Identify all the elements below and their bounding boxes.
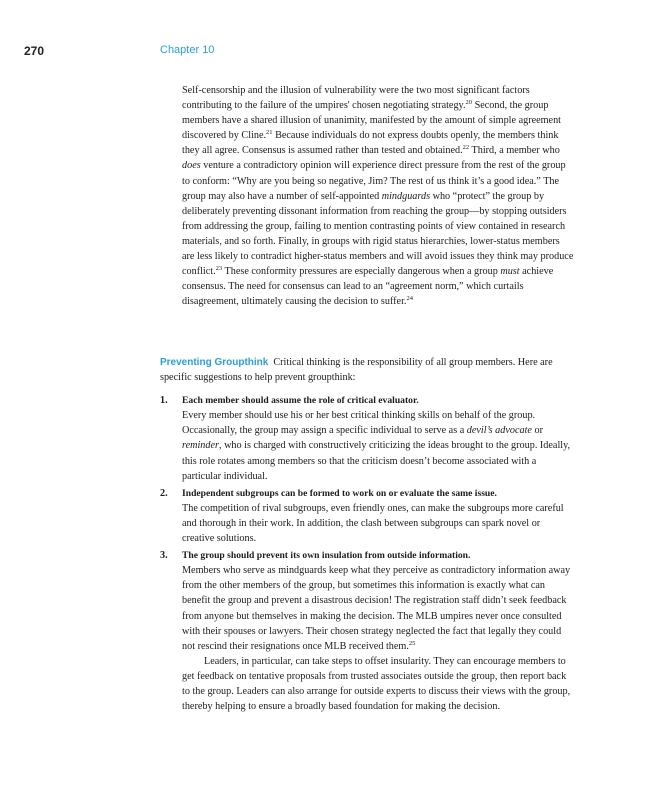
item-number: 3. [160,550,168,562]
item-text: Every member should use his or her best critical thinking skills on behalf of the group. Occasionally, the group may assign a specific individual to serve as a [182,410,536,437]
footnote-ref: 20 [465,99,473,107]
item-title: Each member should assume the role of critical evaluator. [182,395,419,407]
item-title: Independent subgroups can be formed to work on or evaluate the same issue. [182,487,497,499]
item-number: 2. [160,487,168,499]
list-item [160,486,574,546]
page-header [0,44,645,60]
section-lead: Critical thinking is the responsibility of all group members. Here are specific suggestions to help prevent groupthink: [160,357,553,384]
list-item [160,548,574,714]
footnote-ref: 22 [462,144,470,152]
emphasis: must [500,266,520,278]
intro-sentence: venture a contradictory opinion will experience direct pressure from the rest of the group to conform: “Why are you being so negative, Jim? The rest of us think it’s a good idea.” The group may also have a number of self-appointed [182,160,566,202]
footnote-ref: 24 [406,295,413,303]
item-text: The competition of rival subgroups, even friendly ones, can make the subgroups more careful and thorough in their work. In addition, the clash between subgroups can spark novel or creative solutions. [182,502,564,545]
intro-sentence: These conformity pressures are especially dangerous when a group [222,266,501,278]
item-text: Members who serve as mindguards keep what they perceive as contradictory information away from the other members of the group, but sometimes this information is exactly what can benefit the group and prevent a disastrous decision! The registration staff didn’t seek feedback from anyone but themselves in making the decision. The MLB umpires never once consulted with their spouses or lawyers. Their chosen strategy neglected the fact that legally they could not rescind their resignations once MLB received them. [182,565,571,652]
item-title: The group should prevent its own insulation from outside information. [182,550,471,562]
intro-sentence: Self-censorship and the illusion of vulnerability were the two most significant factors contributing to the failure of the umpires' chosen negotiating strategy. [182,85,530,112]
page-number: 270 [24,44,45,58]
emphasis: devil’s advocate [466,425,532,437]
footnote-ref: 23 [215,265,223,273]
preventing-groupthink-section [160,355,574,716]
intro-sentence: Second, the group members have a shared illusion of unanimity, manifested by the amount of simple agreement discovered by Cline. [182,100,562,142]
list-item [160,393,574,484]
emphasis: does [182,160,201,172]
intro-sentence: who “protect” the group by deliberately preventing dissonant information from reaching the group—by stopping outsiders from addressing the group, failing to mention contrasting points of view contained in research materials, and so forth. Finally, in groups with rigid status hierarchies, lower-status members are less likely to contradict higher-status members and will avoid issues they think may produce conflict. [182,190,574,278]
item-number: 1. [160,395,168,407]
emphasis: reminder [182,440,219,452]
emphasis: mindguards [381,190,431,202]
item-text: or [531,425,544,437]
intro-sentence: Third, a member who [469,145,560,157]
footnote-ref: 25 [408,639,416,647]
item-text-continued: Leaders, in particular, can take steps to offset insularity. They can encourage members to get feedback on tentative proposals from trusted associates outside the group, then report back to the group. Leaders can also arrange for outside experts to discuss their views with the group, thereby helping to ensure a broadly based foundation for making the decision. [182,655,571,713]
chapter-label: Chapter 10 [160,44,215,56]
footnote-ref: 21 [266,129,273,137]
section-heading: Preventing Groupthink [160,357,269,368]
intro-paragraph [182,83,574,309]
item-text: , who is charged with constructively criticizing the ideas brought to the group. Ideally, this role rotates among members so that the criticism doesn’t become associated with a particular individual. [182,440,571,482]
intro-sentence: achieve consensus. The need for consensus can lead to an “agreement norm,” which curtails disagreement, ultimately causing the decision to suffer. [182,266,554,308]
suggestion-list [160,393,574,714]
intro-sentence: Because individuals do not express doubts openly, the members think they all agree. Consensus is assumed rather than tested and obtained. [182,130,559,157]
